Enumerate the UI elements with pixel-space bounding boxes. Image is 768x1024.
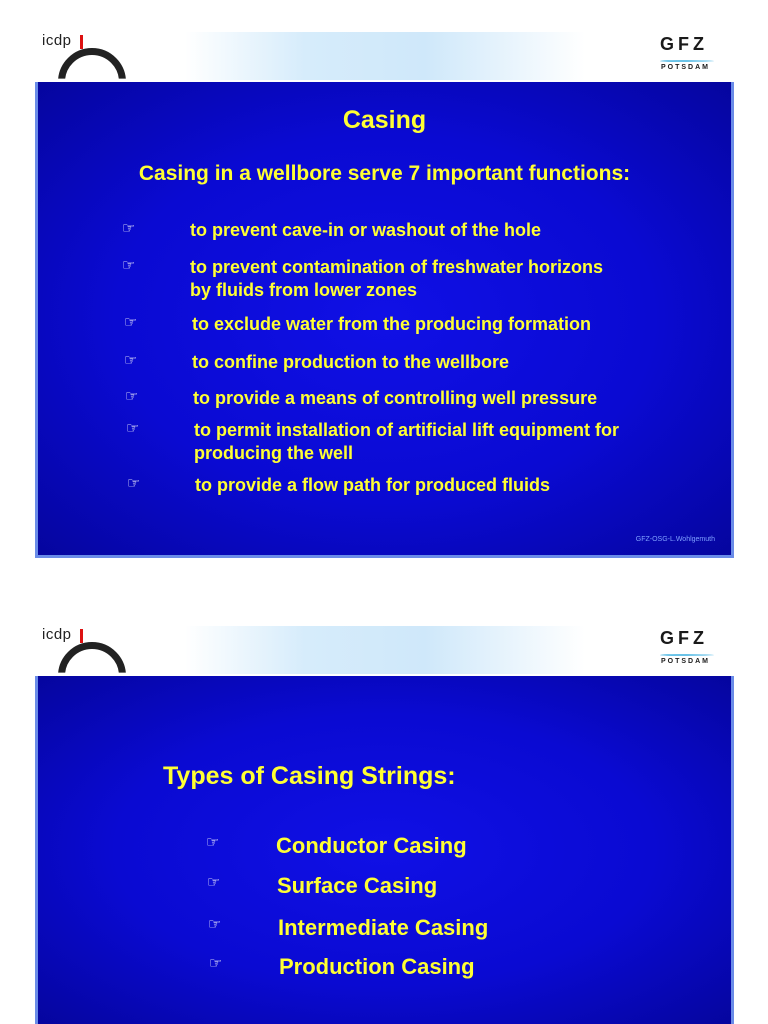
slide-title: Types of Casing Strings: (163, 762, 456, 790)
gfz-logo (660, 628, 720, 676)
gfz-logo-text: GFZ (660, 34, 708, 54)
slide-footer-note: GFZ-OSG-L.Wohlgemuth (635, 536, 715, 543)
list-item: ☞ to permit installation of artificial lift equipment for producing the well (126, 420, 620, 463)
icdp-logo (42, 626, 142, 676)
pointing-hand-icon: ☞ (127, 475, 141, 492)
slide-title: Casing (342, 106, 427, 134)
slide-1-header (0, 32, 768, 82)
pointing-hand-icon: ☞ (208, 916, 222, 933)
list-item: ☞ to exclude water from the producing formation (124, 314, 592, 334)
slide-2-body (35, 676, 734, 1024)
list-item: ☞ to confine production to the wellbore (124, 352, 509, 372)
slide-subtitle: Casing in a wellbore serve 7 important functions: (138, 162, 631, 185)
pointing-hand-icon: ☞ (207, 874, 221, 891)
list-item: ☞ Intermediate Casing (208, 915, 489, 940)
pointing-hand-icon: ☞ (122, 220, 136, 237)
list-item: ☞ Conductor Casing (206, 833, 467, 858)
pointing-hand-icon: ☞ (206, 834, 220, 851)
slide-1-body (35, 82, 734, 558)
list-item: ☞ Production Casing (209, 954, 475, 979)
pointing-hand-icon: ☞ (124, 352, 138, 369)
icdp-logo-text: icdp (42, 626, 72, 643)
icdp-logo (42, 32, 142, 82)
gfz-logo-subtext: POTSDAM (661, 658, 710, 665)
pointing-hand-icon: ☞ (122, 257, 136, 274)
list-item: ☞ to prevent contamination of freshwater horizons by fluids from lower zones (122, 257, 604, 300)
slide-2-header (0, 626, 768, 676)
gfz-logo-text: GFZ (660, 628, 708, 648)
pointing-hand-icon: ☞ (125, 388, 139, 405)
icdp-logo-text: icdp (42, 32, 72, 49)
gfz-logo-subtext: POTSDAM (661, 64, 710, 71)
gfz-logo (660, 34, 720, 82)
slide-2 (0, 626, 768, 676)
pointing-hand-icon: ☞ (124, 314, 138, 331)
pointing-hand-icon: ☞ (209, 955, 223, 972)
list-item: ☞ to provide a means of controlling well pressure (125, 388, 598, 408)
list-item: ☞ Surface Casing (207, 873, 438, 898)
list-item: ☞ to provide a flow path for produced fluids (127, 475, 550, 495)
list-item: ☞ to prevent cave-in or washout of the hole (122, 220, 542, 240)
pointing-hand-icon: ☞ (126, 420, 140, 437)
